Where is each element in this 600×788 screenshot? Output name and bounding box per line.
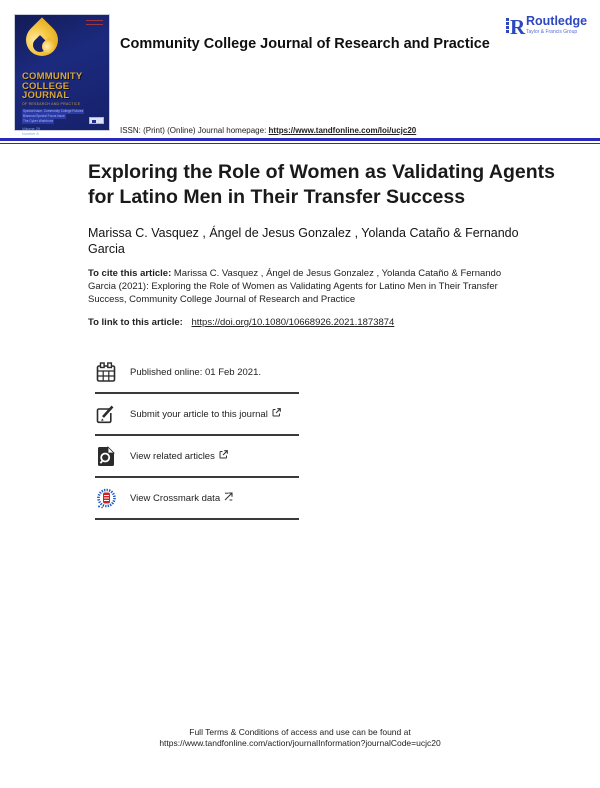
routledge-r-icon: R xyxy=(506,15,522,39)
terms-line: Full Terms & Conditions of access and use can be found at xyxy=(189,727,411,737)
link-label: To link to this article: xyxy=(88,317,183,328)
external-link-icon xyxy=(219,450,228,462)
doi-link-line xyxy=(88,317,394,328)
journal-title: Community College Journal of Research and Practice xyxy=(120,36,490,52)
action-view-related[interactable] xyxy=(95,436,299,478)
issn-homepage-line xyxy=(120,126,416,135)
view-related-text: View related articles xyxy=(130,450,215,462)
terms-footer xyxy=(0,727,600,749)
related-articles-icon xyxy=(95,446,117,467)
cover-issue-lines: Special Issue: Community College Futures Biannual Special Focus Issue The Cyber Workforce xyxy=(23,109,84,124)
header-divider-rule xyxy=(0,138,600,144)
cover-issn-mark xyxy=(86,20,103,25)
cover-publisher-mark xyxy=(89,117,104,124)
author-list: Marissa C. Vasquez , Ángel de Jesus Gonzalez , Yolanda Cataño & Fernando Garcia xyxy=(88,226,519,256)
published-online-text: Published online: 01 Feb 2021. xyxy=(130,366,261,378)
doi-link[interactable]: https://doi.org/10.1080/10668926.2021.1873874 xyxy=(191,317,395,328)
journal-cover-image xyxy=(14,14,110,137)
cite-label: To cite this article: xyxy=(88,268,172,279)
publisher-name: Routledge xyxy=(526,14,588,28)
publisher-logo xyxy=(506,15,587,39)
terms-url[interactable]: https://www.tandfonline.com/action/journalInformation?journalCode=ucjc20 xyxy=(159,738,441,748)
journal-homepage-link[interactable]: https://www.tandfonline.com/loi/ucjc20 xyxy=(268,126,417,135)
action-list xyxy=(95,352,299,520)
action-submit-article[interactable] xyxy=(95,394,299,436)
cover-volume-info: Volume 29 Number 8 xyxy=(22,127,40,137)
external-link-icon xyxy=(224,492,233,504)
submit-icon xyxy=(95,404,117,424)
article-title: Exploring the Role of Women as Validating Agents for Latino Men in Their Transfer Success xyxy=(88,161,555,208)
view-crossmark-text: View Crossmark data xyxy=(130,492,221,504)
crossmark-icon xyxy=(95,488,117,509)
action-view-crossmark[interactable] xyxy=(95,478,299,520)
external-link-icon xyxy=(272,408,281,420)
cover-title: COMMUNITY COLLEGE JOURNAL xyxy=(22,71,83,101)
action-published-online xyxy=(95,352,299,394)
calendar-icon xyxy=(95,362,117,383)
publisher-tagline: Taylor & Francis Group xyxy=(526,29,578,35)
citation-block: To cite this article: Marissa C. Vasquez , Ángel de Jesus Gonzalez , Yolanda Cataño & Fernando Garcia (2021): Exploring the Role of Women as Validating Agents for Latino Men in Their Transfer Success, Community College Journal of Research and Practice xyxy=(88,268,502,305)
issn-label: ISSN: (Print) (Online) Journal homepage: xyxy=(120,126,267,135)
journal-flame-logo xyxy=(24,22,64,70)
submit-article-text: Submit your article to this journal xyxy=(130,408,268,420)
cover-subtitle: OF RESEARCH AND PRACTICE xyxy=(22,102,81,106)
